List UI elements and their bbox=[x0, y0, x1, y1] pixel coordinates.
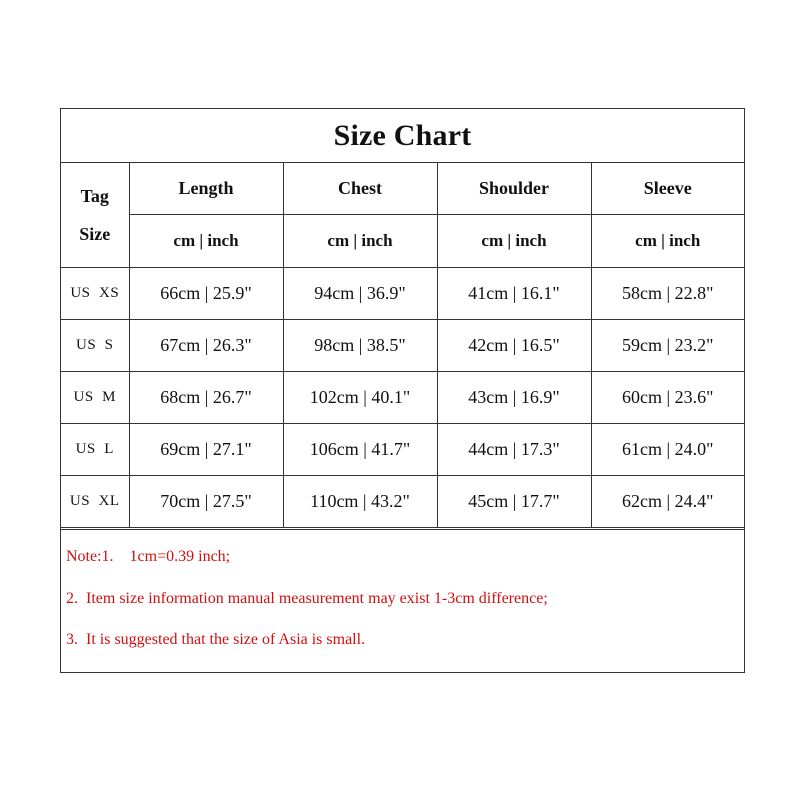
column-header-sleeve: Sleeve bbox=[591, 162, 744, 215]
chest-cell: 98cm | 38.5" bbox=[283, 320, 437, 372]
header-row bbox=[61, 162, 744, 215]
size-cell: US L bbox=[61, 424, 129, 476]
sleeve-cell: 62cm | 24.4" bbox=[591, 476, 744, 528]
sleeve-cell: 61cm | 24.0" bbox=[591, 424, 744, 476]
size-cell: US XL bbox=[61, 476, 129, 528]
unit-row bbox=[61, 215, 744, 268]
size-cell: US S bbox=[61, 320, 129, 372]
unit-label-length: cm | inch bbox=[129, 215, 283, 268]
notes-section bbox=[61, 529, 744, 672]
chest-cell: 110cm | 43.2" bbox=[283, 476, 437, 528]
shoulder-cell: 42cm | 16.5" bbox=[437, 320, 591, 372]
length-cell: 70cm | 27.5" bbox=[129, 476, 283, 528]
sleeve-cell: 58cm | 22.8" bbox=[591, 268, 744, 320]
chart-title: Size Chart bbox=[61, 109, 744, 163]
sleeve-cell: 60cm | 23.6" bbox=[591, 372, 744, 424]
shoulder-cell: 41cm | 16.1" bbox=[437, 268, 591, 320]
note-3: 3. It is suggested that the size of Asia is small. bbox=[66, 631, 366, 648]
size-cell: US M bbox=[61, 372, 129, 424]
size-chart-table bbox=[60, 108, 745, 673]
length-cell: 67cm | 26.3" bbox=[129, 320, 283, 372]
table-row bbox=[61, 372, 744, 424]
table-row bbox=[61, 320, 744, 372]
unit-label-sleeve: cm | inch bbox=[591, 215, 744, 268]
table-row bbox=[61, 424, 744, 476]
note-1: Note:1. 1cm=0.39 inch; bbox=[66, 548, 231, 565]
tag-size-header bbox=[61, 162, 129, 268]
length-cell: 68cm | 26.7" bbox=[129, 372, 283, 424]
note-2: 2. Item size information manual measurement may exist 1-3cm difference; bbox=[66, 590, 548, 607]
length-cell: 69cm | 27.1" bbox=[129, 424, 283, 476]
column-header-chest: Chest bbox=[283, 162, 437, 215]
size-grid bbox=[61, 162, 744, 528]
chest-cell: 94cm | 36.9" bbox=[283, 268, 437, 320]
size-cell: US XS bbox=[61, 268, 129, 320]
unit-label-shoulder: cm | inch bbox=[437, 215, 591, 268]
sleeve-cell: 59cm | 23.2" bbox=[591, 320, 744, 372]
chest-cell: 102cm | 40.1" bbox=[283, 372, 437, 424]
length-cell: 66cm | 25.9" bbox=[129, 268, 283, 320]
column-header-length: Length bbox=[129, 162, 283, 215]
shoulder-cell: 43cm | 16.9" bbox=[437, 372, 591, 424]
tag-label: Tag bbox=[80, 185, 109, 206]
table-row bbox=[61, 476, 744, 528]
shoulder-cell: 44cm | 17.3" bbox=[437, 424, 591, 476]
table-row bbox=[61, 268, 744, 320]
shoulder-cell: 45cm | 17.7" bbox=[437, 476, 591, 528]
column-header-shoulder: Shoulder bbox=[437, 162, 591, 215]
unit-label-chest: cm | inch bbox=[283, 215, 437, 268]
chest-cell: 106cm | 41.7" bbox=[283, 424, 437, 476]
size-label: Size bbox=[79, 223, 111, 244]
